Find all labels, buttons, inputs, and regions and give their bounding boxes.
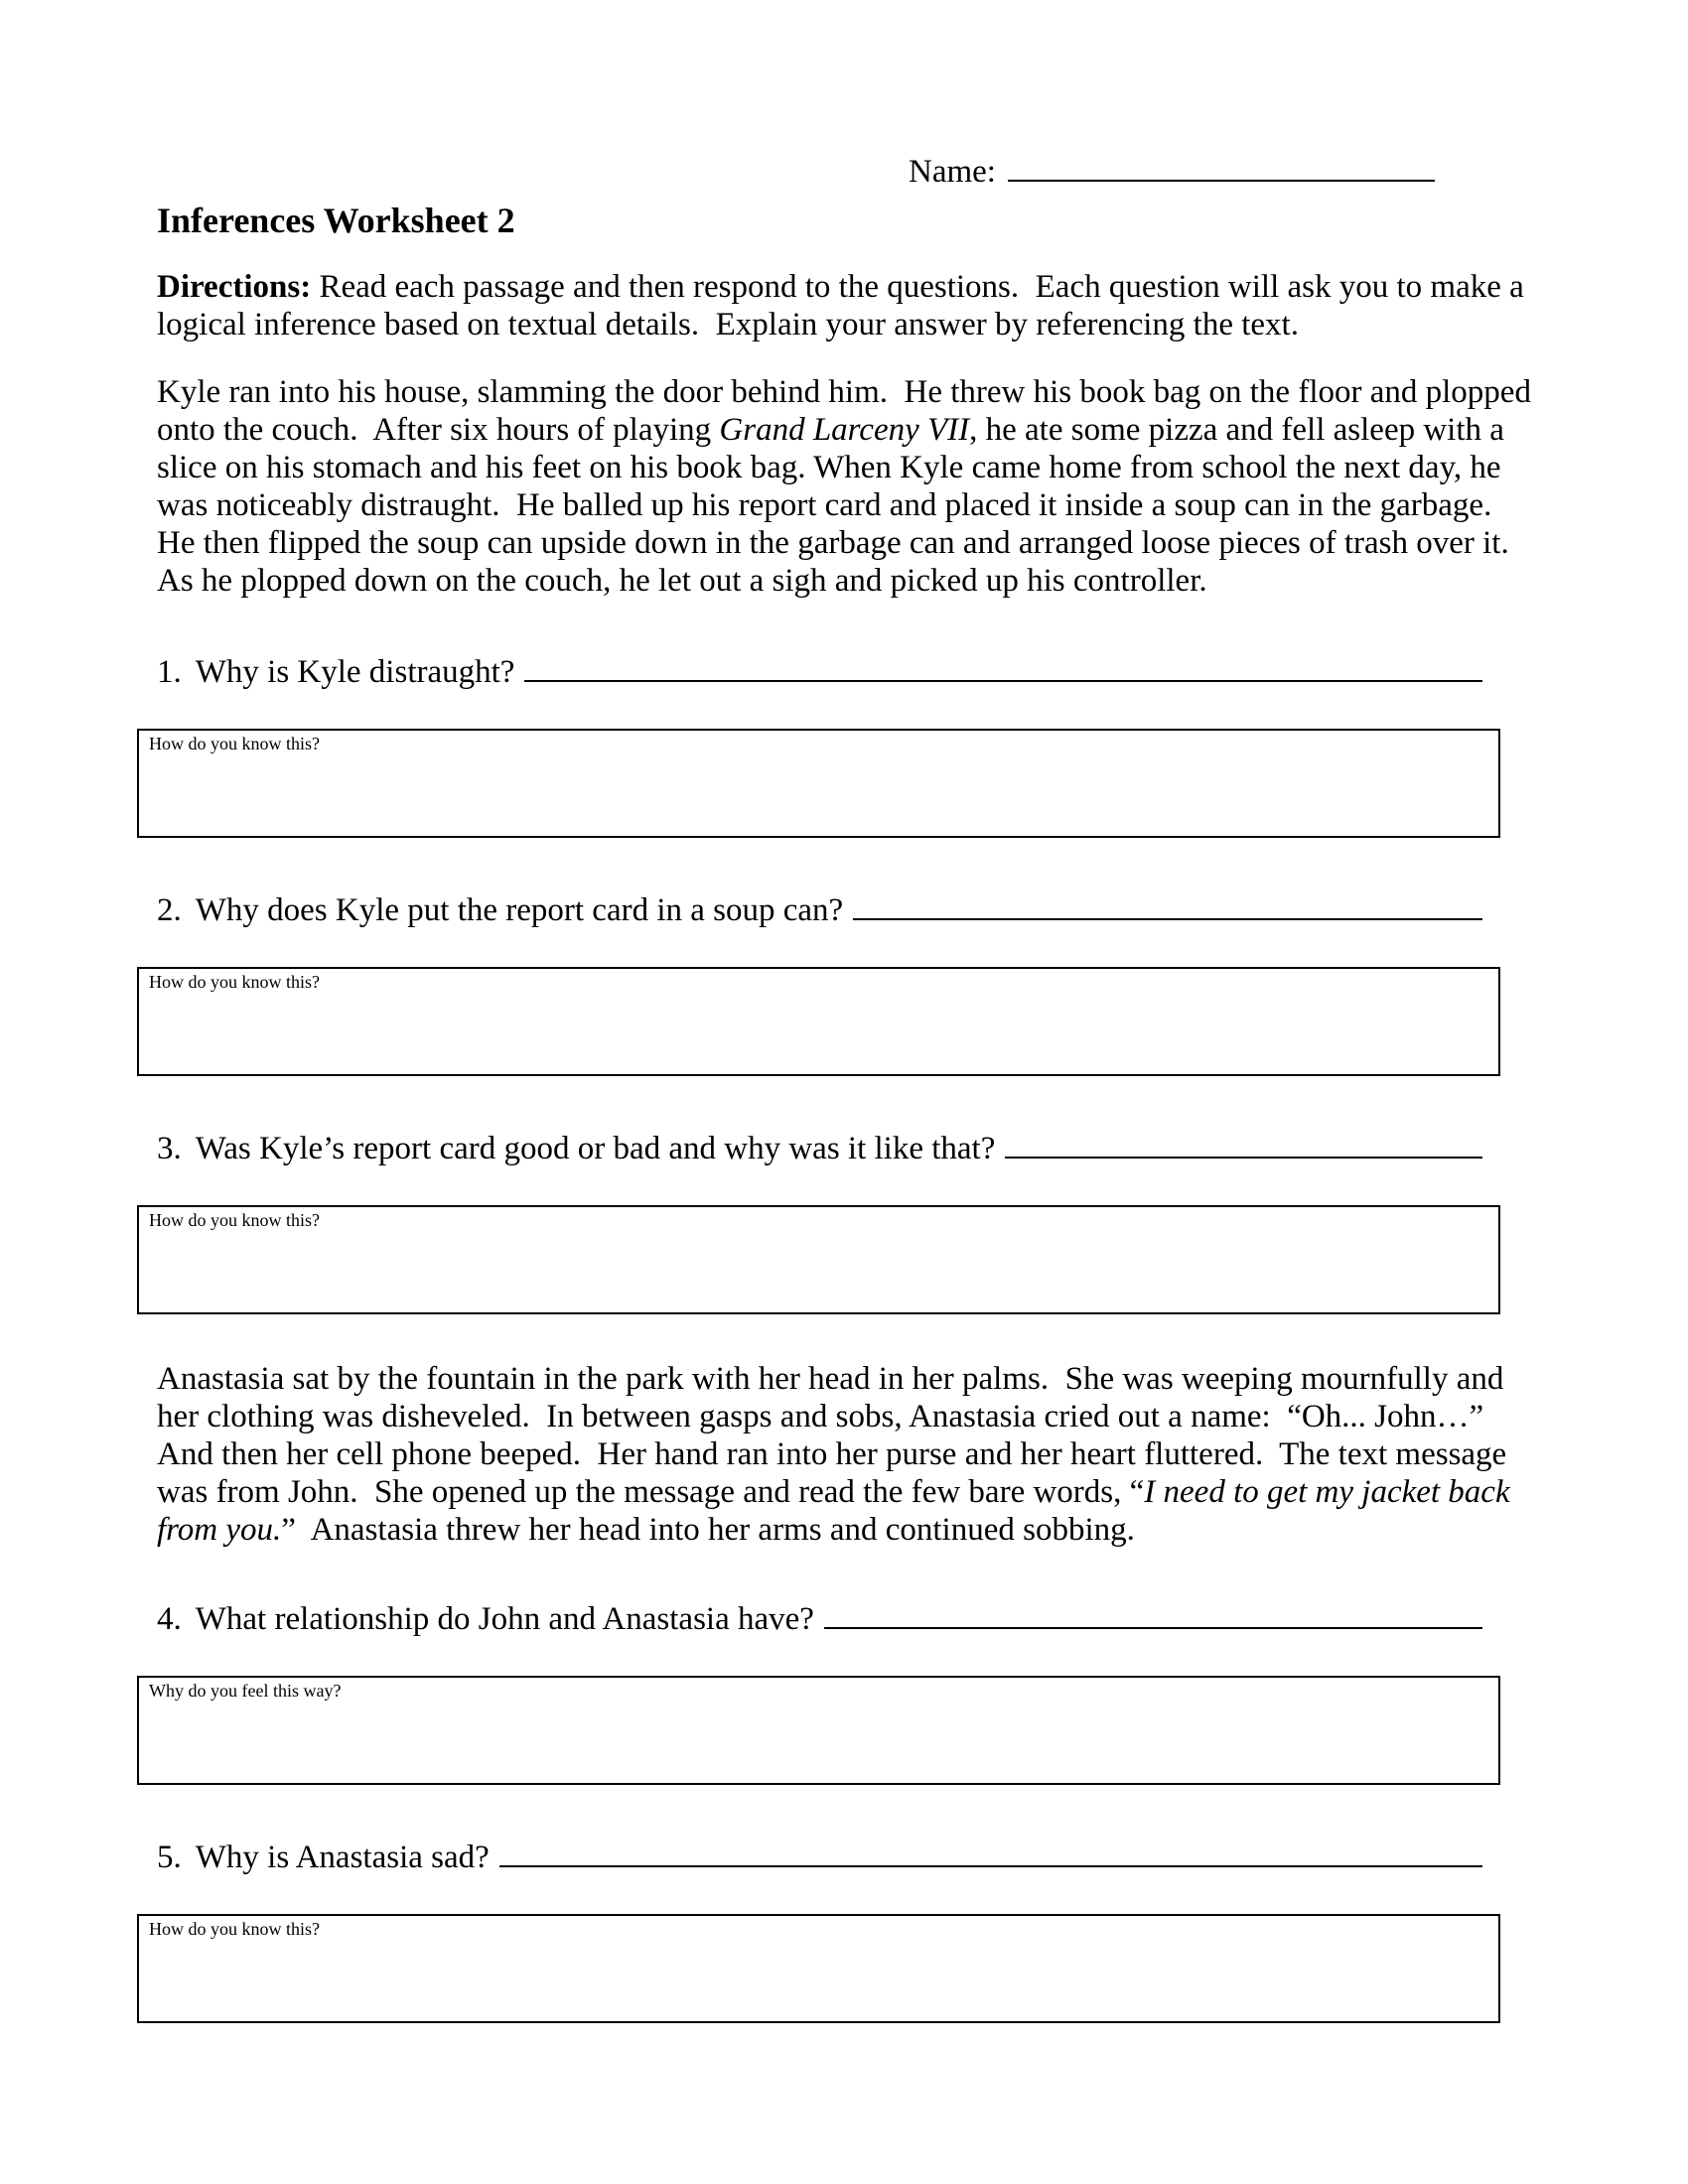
passage-1 <box>157 373 1540 600</box>
question-4-box-label: Why do you feel this way? <box>149 1681 342 1701</box>
question-4-number: 4. <box>157 1601 182 1637</box>
question-5-answer-box[interactable] <box>137 1914 1500 2023</box>
question-3-text: Was Kyle’s report card good or bad and why was it like that? <box>195 1131 996 1166</box>
passage-2-italic-quote: I need to get my jacket back from you. <box>157 1474 1518 1548</box>
question-1-answer-line[interactable] <box>524 647 1482 682</box>
question-3 <box>157 1124 1537 1167</box>
passage-1-italic-title: Grand Larceny VII <box>719 412 970 448</box>
name-label: Name: <box>909 154 996 190</box>
question-4-answer-line[interactable] <box>824 1594 1482 1629</box>
question-5-answer-line[interactable] <box>499 1833 1482 1867</box>
question-5 <box>157 1833 1537 1876</box>
question-1-answer-box[interactable] <box>137 729 1500 838</box>
question-3-answer-line[interactable] <box>1005 1124 1482 1159</box>
question-5-box-label: How do you know this? <box>149 1919 320 1939</box>
question-3-number: 3. <box>157 1131 182 1166</box>
question-1 <box>157 647 1537 691</box>
question-2 <box>157 886 1537 929</box>
question-1-number: 1. <box>157 654 182 690</box>
directions-text: Read each passage and then respond to the questions. Each question will ask you to make a logical inference based on textual details. Explain your answer by referencing the text. <box>157 269 1533 342</box>
worksheet-title: Inferences Worksheet 2 <box>157 201 515 240</box>
question-2-answer-box[interactable] <box>137 967 1500 1076</box>
passage-2-text-b: ” Anastasia threw her head into her arms and continued sobbing. <box>281 1512 1135 1548</box>
question-1-box-label: How do you know this? <box>149 734 320 753</box>
question-2-text: Why does Kyle put the report card in a soup can? <box>195 892 844 928</box>
question-3-box-label: How do you know this? <box>149 1210 320 1230</box>
passage-2-text-a: Anastasia sat by the fountain in the park with her head in her palms. She was weeping mournfully and her clothing was disheveled. In between gasps and sobs, Anastasia cried out a name: “Oh... John…” And then her cell phone beeped. Her hand ran into her purse and her heart fluttered. The text message was from John. She opened up the message and read the few bare words, “ <box>157 1361 1515 1510</box>
question-4-text: What relationship do John and Anastasia have? <box>195 1601 814 1637</box>
question-4-answer-box[interactable] <box>137 1676 1500 1785</box>
question-2-box-label: How do you know this? <box>149 972 320 992</box>
passage-1-text-b: , he ate some pizza and fell asleep with a slice on his stomach and his feet on his book bag. When Kyle came home from school the next day, he was noticeably distraught. He balled up his report card and placed it inside a soup can in the garbage. He then flipped the soup can upside down in the garbage can and arranged loose pieces of trash over it. As he plopped down on the couch, he let out a sigh and picked up his controller. <box>157 412 1524 599</box>
name-fill-line[interactable] <box>1008 147 1435 182</box>
question-1-text: Why is Kyle distraught? <box>195 654 515 690</box>
directions-label: Directions: <box>157 269 312 305</box>
question-2-number: 2. <box>157 892 182 928</box>
passage-1-text-a: Kyle ran into his house, slamming the door behind him. He threw his book bag on the floor and plopped onto the couch. After six hours of playing <box>157 374 1540 448</box>
question-4 <box>157 1594 1537 1638</box>
question-5-text: Why is Anastasia sad? <box>195 1840 490 1875</box>
question-5-number: 5. <box>157 1840 182 1875</box>
question-2-answer-line[interactable] <box>853 886 1482 920</box>
passage-2 <box>157 1360 1537 1549</box>
question-3-answer-box[interactable] <box>137 1205 1500 1314</box>
directions-paragraph <box>157 268 1537 343</box>
name-row <box>909 147 1537 190</box>
